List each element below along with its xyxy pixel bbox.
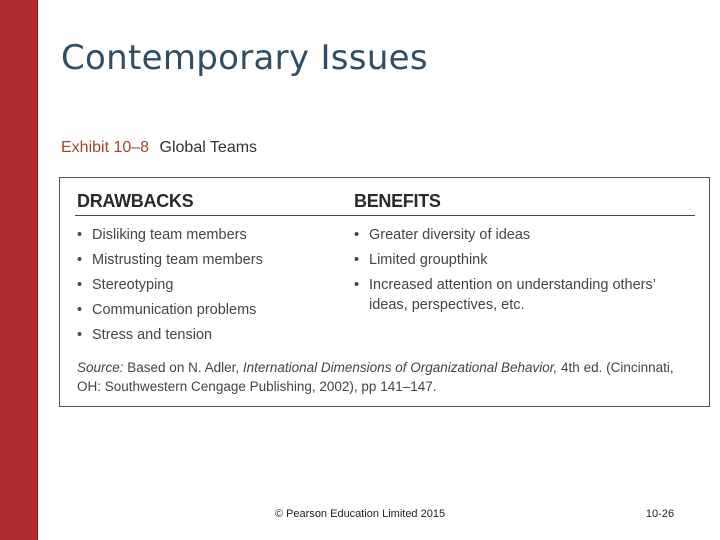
bullet-icon: • (354, 277, 360, 293)
exhibit-label: Exhibit 10–8 (61, 139, 150, 156)
list-item-text: Stress and tension (92, 327, 213, 343)
bullet-icon: • (77, 252, 83, 268)
bullet-icon: • (354, 252, 360, 268)
list-item (77, 275, 339, 295)
list-item-text: Stereotyping (92, 277, 174, 293)
source-prefix: Source: (77, 360, 124, 375)
source-note (77, 358, 697, 396)
list-item-text: Greater diversity of ideas (369, 227, 531, 243)
exhibit-heading (61, 139, 257, 157)
list-item (354, 225, 684, 245)
footer-page-number: 10-26 (645, 508, 675, 520)
list-item (354, 275, 684, 315)
source-text-before: Based on N. Adler, (123, 360, 243, 375)
list-item (77, 250, 339, 270)
list-item (354, 250, 684, 270)
list-item (77, 325, 339, 345)
list-item (77, 225, 339, 245)
slide-title: Contemporary Issues (61, 38, 428, 78)
bullet-icon: • (77, 327, 83, 343)
bullet-icon: • (77, 227, 83, 243)
bullet-icon: • (354, 227, 360, 243)
source-book-title: International Dimensions of Organizational Behavior, (242, 360, 558, 375)
list-item-text: Disliking team members (92, 227, 247, 243)
exhibit-box (59, 177, 710, 407)
header-divider (75, 215, 695, 216)
bullet-icon: • (77, 302, 83, 318)
list-item-text: Limited groupthink (369, 252, 488, 268)
list-item-text: Increased attention on understanding others’ ideas, perspectives, etc. (369, 277, 656, 313)
source-text-after: 4th ed. (Cincinnati, OH: Southwestern Cengage Publishing, 2002), pp 141–147. (77, 360, 674, 394)
footer-copyright: © Pearson Education Limited 2015 (274, 508, 446, 520)
drawbacks-list (77, 225, 339, 350)
left-accent-bar-edge (37, 0, 38, 540)
list-item-text: Mistrusting team members (92, 252, 263, 268)
list-item (77, 300, 339, 320)
list-item-text: Communication problems (92, 302, 257, 318)
left-accent-bar (0, 0, 37, 540)
benefits-header: BENEFITS (354, 191, 441, 211)
exhibit-title: Global Teams (159, 139, 258, 156)
bullet-icon: • (77, 277, 83, 293)
drawbacks-header: DRAWBACKS (77, 191, 194, 211)
benefits-list (354, 225, 684, 320)
